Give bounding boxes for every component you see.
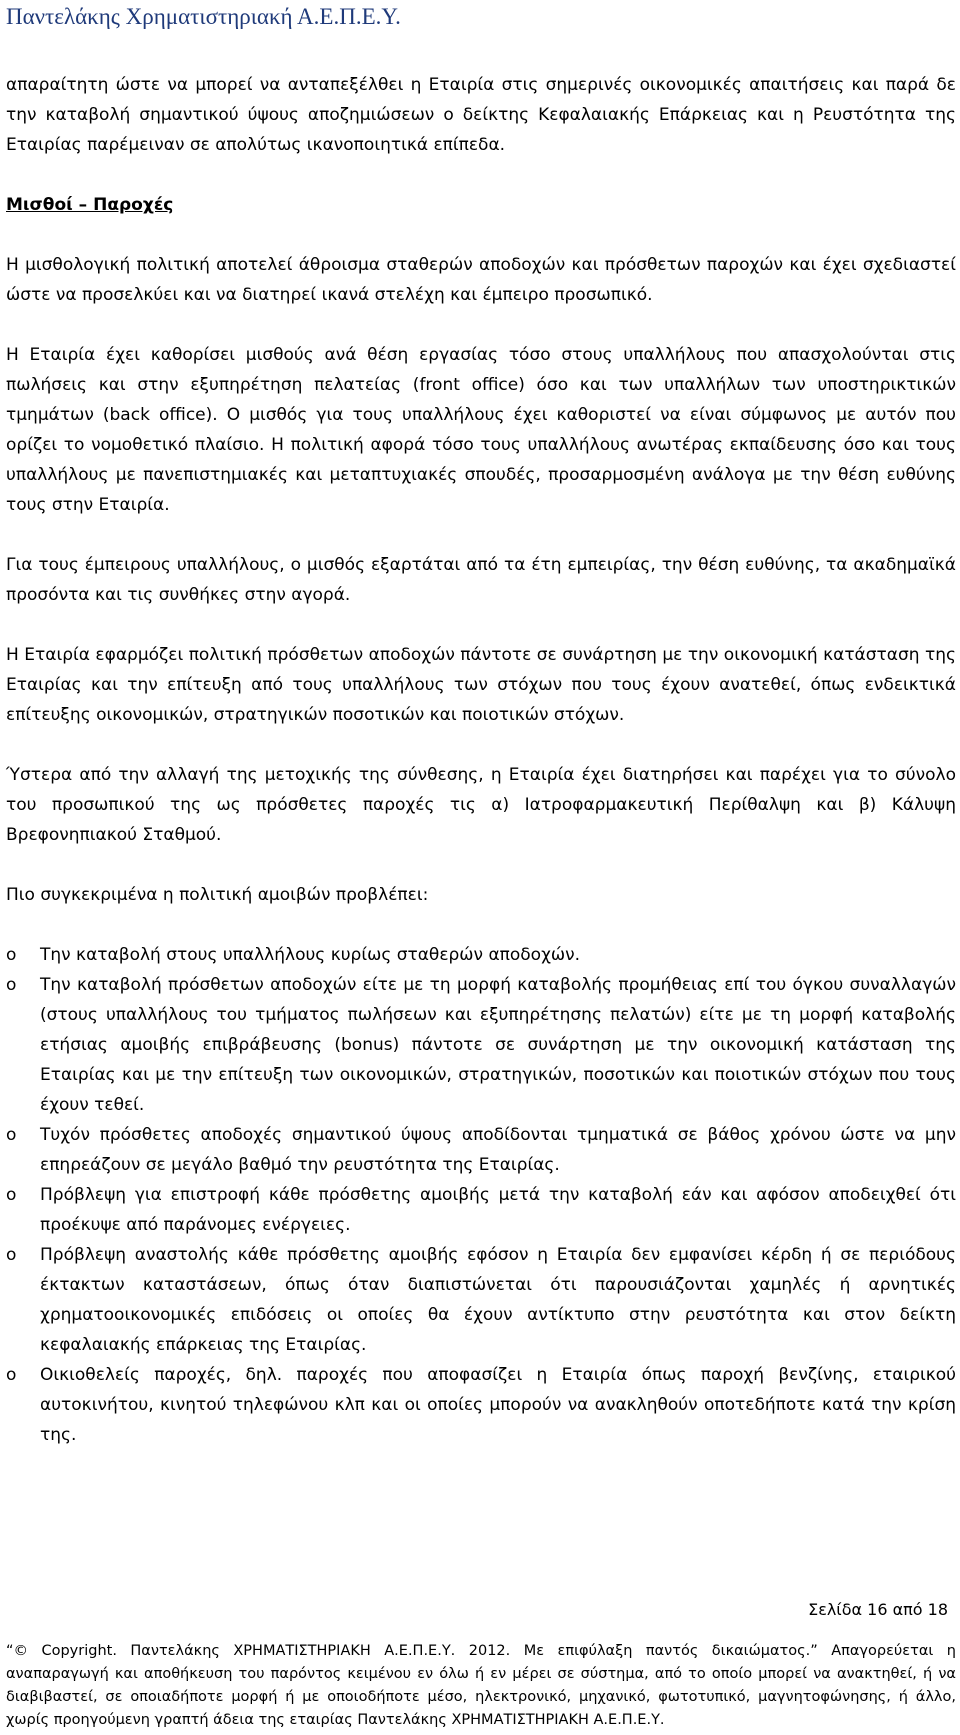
paragraph-policy-intro: Πιο συγκεκριμένα η πολιτική αμοιβών προβλέπει: xyxy=(6,885,429,905)
bullet-marker: o xyxy=(6,1125,17,1145)
list-item xyxy=(6,940,956,970)
bullet-marker: o xyxy=(6,975,17,995)
list-item-text: Πρόβλεψη αναστολής κάθε πρόσθετης αμοιβής εφόσον η Εταιρία δεν εμφανίσει κέρδη ή σε περιόδους έκτακτων καταστάσεων, όπως όταν διαπιστώνεται ότι παρουσιάζονται χαμηλές ή αρνητικές χρηματοοικονομικές επιδόσεις οι οποίες θα έχουν αντίκτυπο στην ρευστότητα και στον δείκτη κεφαλαιακής επάρκειας της Εταιρίας. xyxy=(40,1245,956,1355)
list-item xyxy=(6,970,956,1120)
document-body xyxy=(6,70,956,1450)
page-number: Σελίδα 16 από 18 xyxy=(808,1600,948,1619)
list-item-text: Οικιοθελείς παροχές, δηλ. παροχές που αποφασίζει η Εταιρία όπως παροχή βενζίνης, εταιρικού αυτοκινήτου, κινητού τηλεφώνου κλπ και οι οποίες μπορούν να ανακληθούν οποτεδήποτε κατά την κρίση της. xyxy=(40,1365,956,1445)
paragraph-additional-remuneration: Η Εταιρία εφαρμόζει πολιτική πρόσθετων αποδοχών πάντοτε σε συνάρτηση με την οικονομική κατάσταση της Εταιρίας και την επίτευξη από τους υπαλλήλους των στόχων που τους έχουν ανατεθεί, όπως ενδεικτικά επίτευξης οικονομικών, στρατηγικών ποσοτικών και ποιοτικών στόχων. xyxy=(6,645,956,725)
list-item-text: Πρόβλεψη για επιστροφή κάθε πρόσθετης αμοιβής μετά την καταβολή εάν και αφόσον αποδειχθεί ότι προέκυψε από παράνομες ενέργειες. xyxy=(40,1185,956,1235)
bullet-marker: o xyxy=(6,1245,17,1265)
paragraph-salaries-by-position: Η Εταιρία έχει καθορίσει μισθούς ανά θέση εργασίας τόσο στους υπαλλήλους που απασχολούνται στις πωλήσεις και στην εξυπηρέτηση πελατείας (front office) όσο και των υπαλλήλων των υποστηρικτικών τμημάτων (back office). Ο μισθός για τους υπαλλήλους έχει καθοριστεί να είναι σύμφωνος με αυτόν που ορίζει το νομοθετικό πλαίσιο. Η πολιτική αφορά τόσο τους υπαλλήλους ανωτέρας εκπαίδευσης όσο και τους υπαλλήλους με πανεπιστημιακές και μεταπτυχιακές σπουδές, προσαρμοσμένη ανάλογα με την θέση ευθύνης τους στην Εταιρία. xyxy=(6,345,956,515)
list-item xyxy=(6,1240,956,1360)
remuneration-policy-list xyxy=(6,940,956,1450)
bullet-marker: o xyxy=(6,945,17,965)
bullet-marker: o xyxy=(6,1365,17,1385)
list-item xyxy=(6,1120,956,1180)
section-heading-salaries: Μισθοί – Παροχές xyxy=(6,195,174,215)
copyright-footer: “© Copyright. Παντελάκης ΧΡΗΜΑΤΙΣΤΗΡΙΑΚΗ Α.Ε.Π.Ε.Υ. 2012. Με επιφύλαξη παντός δικαιώματος.” Απαγορεύεται η αναπαραγωγή και αποθήκευση του παρόντος κειμένου εν όλω ή εν μέρει σε σύστημα, από το οποίο μπορεί να ανακτηθεί, ή να διαβιβαστεί, σε οποιαδήποτε μορφή ή με οποιοδήποτε μέσο, ηλεκτρονικό, μηχανικό, φωτοτυπικό, μαγνητοφώνησης, ή άλλο, χωρίς προηγούμενη γραπτή άδεια της εταιρίας Παντελάκης ΧΡΗΜΑΤΙΣΤΗΡΙΑΚΗ Α.Ε.Π.Ε.Υ. xyxy=(6,1643,956,1728)
list-item-text: Την καταβολή στους υπαλλήλους κυρίως σταθερών αποδοχών. xyxy=(40,945,581,965)
paragraph-experienced-staff: Για τους έμπειρους υπαλλήλους, ο μισθός εξαρτάται από τα έτη εμπειρίας, την θέση ευθύνης, τα ακαδημαϊκά προσόντα και τις συνθήκες στην αγορά. xyxy=(6,555,956,605)
list-item xyxy=(6,1360,956,1450)
paragraph-benefits: Ύστερα από την αλλαγή της μετοχικής της σύνθεσης, η Εταιρία έχει διατηρήσει και παρέχει για το σύνολο του προσωπικού της ως πρόσθετες παροχές τις α) Ιατροφαρμακευτική Περίθαλψη και β) Κάλυψη Βρεφονηπιακού Σταθμού. xyxy=(6,765,956,845)
paragraph-capital-adequacy: απαραίτητη ώστε να μπορεί να ανταπεξέλθει η Εταιρία στις σημερινές οικονομικές απαιτήσεις και παρά δε την καταβολή σημαντικού ύψους αποζημιώσεων ο δείκτης Κεφαλαιακής Επάρκειας και η Ρευστότητα της Εταιρίας παρέμειναν σε απολύτως ικανοποιητικά επίπεδα. xyxy=(6,75,956,155)
list-item-text: Τυχόν πρόσθετες αποδοχές σημαντικού ύψους αποδίδονται τμηματικά σε βάθος χρόνου ώστε να μην επηρεάζουν σε μεγάλο βαθμό την ρευστότητα της Εταιρίας. xyxy=(40,1125,956,1175)
paragraph-salary-policy: Η μισθολογική πολιτική αποτελεί άθροισμα σταθερών αποδοχών και πρόσθετων παροχών και έχει σχεδιαστεί ώστε να προσελκύει και να διατηρεί ικανά στελέχη και έμπειρο προσωπικό. xyxy=(6,255,956,305)
document-header: Παντελάκης Χρηματιστηριακή Α.Ε.Π.Ε.Υ. xyxy=(6,4,401,29)
list-item xyxy=(6,1180,956,1240)
bullet-marker: o xyxy=(6,1185,17,1205)
list-item-text: Την καταβολή πρόσθετων αποδοχών είτε με τη μορφή καταβολής προμήθειας επί του όγκου συναλλαγών (στους υπαλλήλους του τμήματος πωλήσεων και εξυπηρέτησης πελατών) είτε με τη μορφή καταβολής ετήσιας αμοιβής επιβράβευσης (bonus) πάντοτε σε συνάρτηση με την οικονομική κατάσταση της Εταιρίας και με την επίτευξη των οικονομικών, στρατηγικών, ποσοτικών και ποιοτικών στόχων που τους έχουν τεθεί. xyxy=(40,975,956,1115)
